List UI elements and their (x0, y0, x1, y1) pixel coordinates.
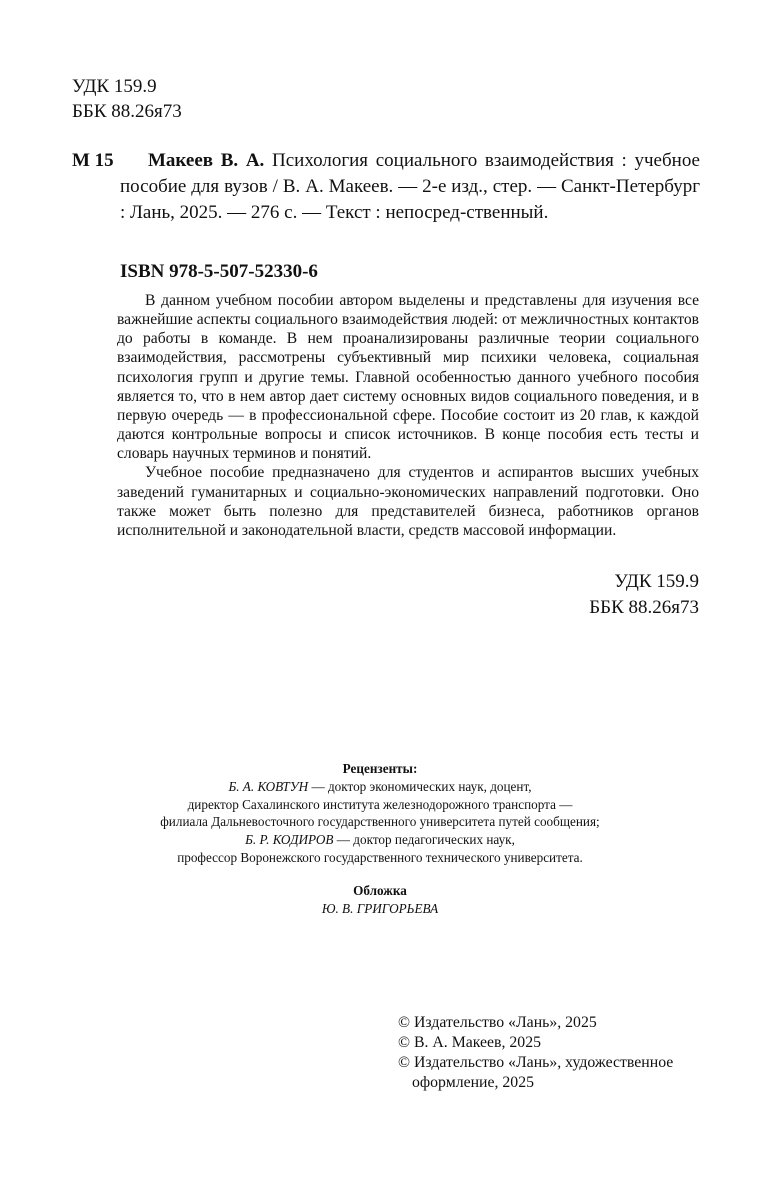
reviewer-1-line-2: директор Сахалинского института железнодорожного транспорта — (187, 796, 573, 812)
copyright-line-2: © В. А. Макеев, 2025 (398, 1034, 542, 1051)
cover-designer-name: Ю. В. ГРИГОРЬЕВА (321, 900, 439, 916)
cover-credit (60, 882, 700, 918)
annotation (117, 291, 699, 540)
isbn-number: ISBN 978-5-507-52330-6 (120, 261, 318, 282)
reviewer-2-title: — доктор педагогических наук, (333, 832, 515, 848)
udk-code-bottom: УДК 159.9 (614, 571, 699, 592)
annotation-paragraph-1: В данном учебном пособии автором выделены и представлены для изучения все важнейшие аспекты социального взаимодействия людей: от межличностных контактов до работы в команде. В нем проанализированы различные теории социального взаимодействия, рассмотрены субъективный мир психики человека, социальная психология групп и другие темы. Главной особенностью данного учебного пособия является то, что в нем автор дает систему основных видов социального поведения, и в первую очередь — в профессиональной сфере. Пособие состоит из 20 глав, к каждой даются контрольные вопросы и список источников. В конце пособия есть тесты и словарь научных терминов и понятий. (117, 292, 699, 463)
bibliographic-description (120, 148, 700, 226)
reviewer-1-name: Б. А. КОВТУН (228, 778, 309, 794)
bottom-classification-codes (589, 569, 699, 621)
title-line-1: Психология социального взаимодействия : (264, 150, 635, 171)
udk-code-top: УДК 159.9 (72, 76, 157, 97)
bbk-code-top: ББК 88.26я73 (72, 101, 182, 122)
reviewer-2-line-1 (60, 831, 700, 849)
copyright-line-1: © Издательство «Лань», 2025 (398, 1014, 597, 1031)
author-mark-code: М 15 (72, 150, 114, 171)
copyright-line-4: оформление, 2025 (412, 1074, 534, 1091)
annotation-paragraph-2: Учебное пособие предназначено для студентов и аспирантов высших учебных заведений гуманитарных и социально-экономических направлений подготовки. Оно также может быть полезно для представителей бизнеса, работников органов исполнительной и законодательной власти, средств массовой информации. (117, 464, 699, 539)
top-classification-codes (72, 74, 182, 124)
reviewer-1-line-3: филиала Дальневосточного государственного университета путей сообщения; (160, 814, 600, 830)
reviewer-1-title: — доктор экономических наук, доцент, (308, 778, 532, 794)
reviewer-2-name: Б. Р. КОДИРОВ (245, 832, 334, 848)
author-name: Макеев В. А. (148, 150, 265, 171)
cover-heading: Обложка (353, 883, 407, 898)
copyright-line-3: © Издательство «Лань», художественное (398, 1054, 674, 1071)
reviewers-section (60, 760, 700, 867)
reviewer-2-line-2: профессор Воронежского государственного технического университета. (177, 849, 583, 865)
copyright-block (398, 1013, 718, 1093)
reviewers-heading: Рецензенты: (342, 761, 418, 776)
bbk-code-bottom: ББК 88.26я73 (589, 597, 699, 618)
reviewer-1-line-1 (60, 778, 700, 796)
bibliographic-entry (72, 148, 700, 245)
title-rest: учебное пособие для вузов / В. А. Макеев. — 2-е изд., стер. — Санкт-Петербург : Лань, 2025. — 276 с. — Текст : непосред-ственный. (120, 150, 700, 223)
